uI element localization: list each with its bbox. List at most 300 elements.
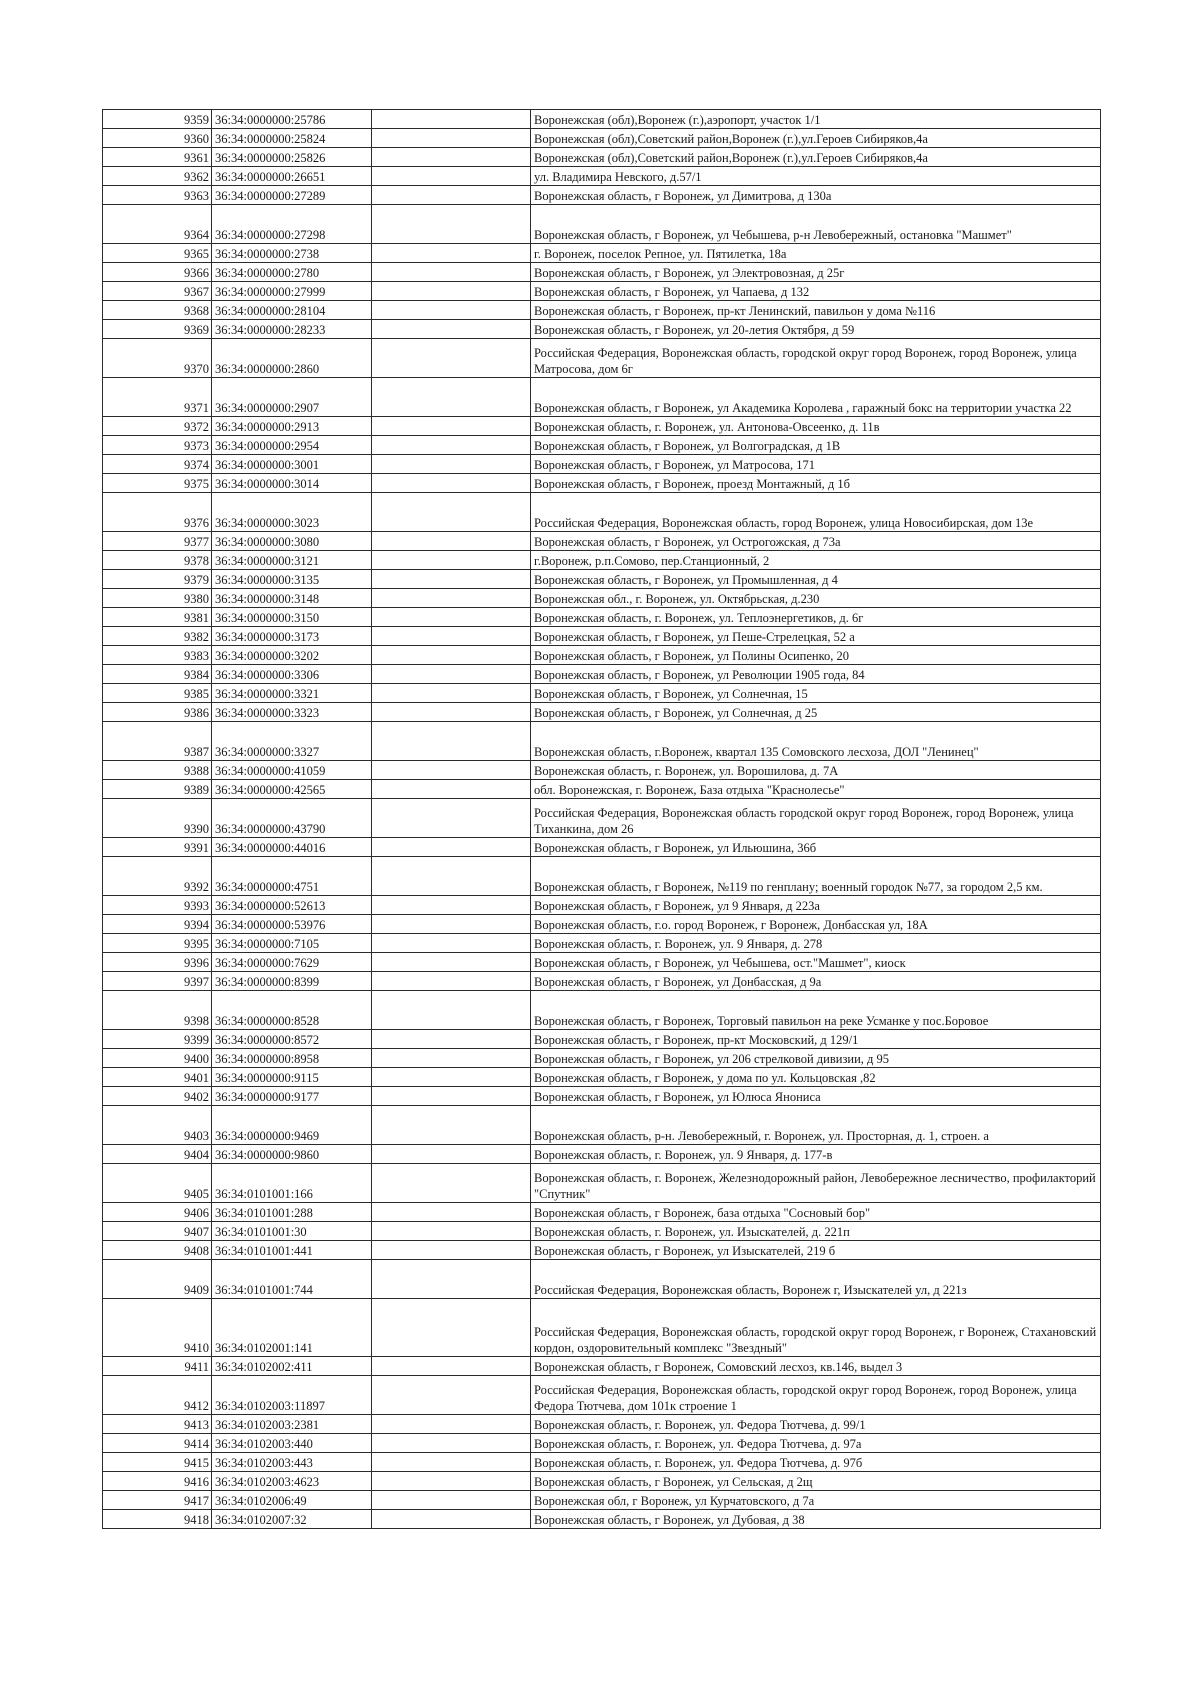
address-cell: Воронежская область, г Воронеж, ул Промышленная, д 4 bbox=[531, 570, 1101, 589]
row-number-cell: 9417 bbox=[103, 1491, 212, 1510]
table-row bbox=[103, 244, 1101, 263]
address-cell: Российская Федерация, Воронежская область, городской округ город Воронеж, город Воронеж, улица Матросова, дом 6г bbox=[531, 339, 1101, 378]
table-row bbox=[103, 1260, 1101, 1299]
table-row bbox=[103, 1068, 1101, 1087]
address-cell: Воронежская область, г. Воронеж, ул. Антонова-Овсеенко, д. 11в bbox=[531, 417, 1101, 436]
cadastral-number-cell: 36:34:0000000:3321 bbox=[212, 684, 372, 703]
table-row bbox=[103, 608, 1101, 627]
table-row bbox=[103, 703, 1101, 722]
empty-cell bbox=[372, 1510, 531, 1529]
cadastral-number-cell: 36:34:0000000:28233 bbox=[212, 320, 372, 339]
empty-cell bbox=[372, 244, 531, 263]
cadastral-number-cell: 36:34:0000000:25826 bbox=[212, 148, 372, 167]
address-cell: Российская Федерация, Воронежская область городской округ город Воронеж, город Воронеж, улица Тиханкина, дом 26 bbox=[531, 799, 1101, 838]
table-row bbox=[103, 417, 1101, 436]
cadastral-number-cell: 36:34:0000000:8528 bbox=[212, 991, 372, 1030]
address-cell: Российская Федерация, Воронежская область, городской округ город Воронеж, город Воронеж, улица Федора Тютчева, дом 101к строение 1 bbox=[531, 1376, 1101, 1415]
address-cell: г. Воронеж, поселок Репное, ул. Пятилетка, 18а bbox=[531, 244, 1101, 263]
table-row bbox=[103, 148, 1101, 167]
row-number-cell: 9410 bbox=[103, 1299, 212, 1357]
table-row bbox=[103, 934, 1101, 953]
cadastral-number-cell: 36:34:0000000:3323 bbox=[212, 703, 372, 722]
empty-cell bbox=[372, 301, 531, 320]
empty-cell bbox=[372, 532, 531, 551]
row-number-cell: 9368 bbox=[103, 301, 212, 320]
cadastral-number-cell: 36:34:0000000:44016 bbox=[212, 838, 372, 857]
empty-cell bbox=[372, 1241, 531, 1260]
address-cell: Воронежская область, г Воронеж, Сомовский лесхоз, кв.146, выдел 3 bbox=[531, 1357, 1101, 1376]
row-number-cell: 9413 bbox=[103, 1415, 212, 1434]
empty-cell bbox=[372, 589, 531, 608]
row-number-cell: 9382 bbox=[103, 627, 212, 646]
empty-cell bbox=[372, 378, 531, 417]
row-number-cell: 9404 bbox=[103, 1145, 212, 1164]
cadastral-number-cell: 36:34:0000000:2738 bbox=[212, 244, 372, 263]
table-row bbox=[103, 532, 1101, 551]
row-number-cell: 9362 bbox=[103, 167, 212, 186]
table-row bbox=[103, 722, 1101, 761]
empty-cell bbox=[372, 282, 531, 301]
address-cell: Воронежская область, г. Воронеж, ул. Федора Тютчева, д. 97а bbox=[531, 1434, 1101, 1453]
address-cell: ул. Владимира Невского, д.57/1 bbox=[531, 167, 1101, 186]
empty-cell bbox=[372, 1030, 531, 1049]
empty-cell bbox=[372, 722, 531, 761]
row-number-cell: 9386 bbox=[103, 703, 212, 722]
address-cell: Воронежская область, г Воронеж, №119 по генплану; военный городок №77, за городом 2,5 км. bbox=[531, 857, 1101, 896]
cadastral-number-cell: 36:34:0000000:25786 bbox=[212, 110, 372, 129]
empty-cell bbox=[372, 455, 531, 474]
cadastral-number-cell: 36:34:0000000:41059 bbox=[212, 761, 372, 780]
cadastral-number-cell: 36:34:0000000:52613 bbox=[212, 896, 372, 915]
cadastral-number-cell: 36:34:0000000:3014 bbox=[212, 474, 372, 493]
table-row bbox=[103, 665, 1101, 684]
empty-cell bbox=[372, 1491, 531, 1510]
cadastral-number-cell: 36:34:0000000:3023 bbox=[212, 493, 372, 532]
empty-cell bbox=[372, 320, 531, 339]
empty-cell bbox=[372, 436, 531, 455]
row-number-cell: 9391 bbox=[103, 838, 212, 857]
row-number-cell: 9395 bbox=[103, 934, 212, 953]
empty-cell bbox=[372, 1087, 531, 1106]
address-cell: Воронежская область, г Воронеж, ул Революции 1905 года, 84 bbox=[531, 665, 1101, 684]
address-cell: Воронежская область, г. Воронеж, ул. Ворошилова, д. 7А bbox=[531, 761, 1101, 780]
row-number-cell: 9394 bbox=[103, 915, 212, 934]
address-cell: Воронежская область, г Воронеж, ул Ильюшина, 36б bbox=[531, 838, 1101, 857]
empty-cell bbox=[372, 186, 531, 205]
table-row bbox=[103, 1030, 1101, 1049]
address-cell: Воронежская область, г Воронеж, ул 20-летия Октября, д 59 bbox=[531, 320, 1101, 339]
cadastral-number-cell: 36:34:0000000:27999 bbox=[212, 282, 372, 301]
empty-cell bbox=[372, 838, 531, 857]
cadastral-number-cell: 36:34:0000000:2954 bbox=[212, 436, 372, 455]
address-cell: Воронежская область, г Воронеж, пр-кт Ленинский, павильон у дома №116 bbox=[531, 301, 1101, 320]
empty-cell bbox=[372, 1376, 531, 1415]
cadastral-number-cell: 36:34:0101001:30 bbox=[212, 1222, 372, 1241]
table-row bbox=[103, 129, 1101, 148]
cadastral-number-cell: 36:34:0000000:3135 bbox=[212, 570, 372, 589]
table-row bbox=[103, 1415, 1101, 1434]
cadastral-number-cell: 36:34:0102003:440 bbox=[212, 1434, 372, 1453]
empty-cell bbox=[372, 608, 531, 627]
address-cell: Российская Федерация, Воронежская область, город Воронеж, улица Новосибирская, дом 13е bbox=[531, 493, 1101, 532]
row-number-cell: 9399 bbox=[103, 1030, 212, 1049]
address-cell: обл. Воронежская, г. Воронеж, База отдыха "Краснолесье" bbox=[531, 780, 1101, 799]
row-number-cell: 9375 bbox=[103, 474, 212, 493]
address-cell: Воронежская область, г Воронеж, ул Дубовая, д 38 bbox=[531, 1510, 1101, 1529]
empty-cell bbox=[372, 1472, 531, 1491]
row-number-cell: 9414 bbox=[103, 1434, 212, 1453]
empty-cell bbox=[372, 474, 531, 493]
table-row bbox=[103, 282, 1101, 301]
table-row bbox=[103, 570, 1101, 589]
row-number-cell: 9361 bbox=[103, 148, 212, 167]
table-row bbox=[103, 1434, 1101, 1453]
cadastral-number-cell: 36:34:0102007:32 bbox=[212, 1510, 372, 1529]
row-number-cell: 9370 bbox=[103, 339, 212, 378]
address-cell: Воронежская область, г Воронеж, Торговый павильон на реке Усманке у пос.Боровое bbox=[531, 991, 1101, 1030]
row-number-cell: 9360 bbox=[103, 129, 212, 148]
table-row bbox=[103, 646, 1101, 665]
row-number-cell: 9359 bbox=[103, 110, 212, 129]
row-number-cell: 9396 bbox=[103, 953, 212, 972]
table-row bbox=[103, 1222, 1101, 1241]
cadastral-number-cell: 36:34:0000000:4751 bbox=[212, 857, 372, 896]
cadastral-number-cell: 36:34:0000000:27289 bbox=[212, 186, 372, 205]
row-number-cell: 9388 bbox=[103, 761, 212, 780]
cadastral-number-cell: 36:34:0000000:3150 bbox=[212, 608, 372, 627]
address-cell: Воронежская (обл),Воронеж (г.),аэропорт, участок 1/1 bbox=[531, 110, 1101, 129]
row-number-cell: 9415 bbox=[103, 1453, 212, 1472]
cadastral-number-cell: 36:34:0000000:53976 bbox=[212, 915, 372, 934]
table-row bbox=[103, 1376, 1101, 1415]
row-number-cell: 9406 bbox=[103, 1203, 212, 1222]
empty-cell bbox=[372, 972, 531, 991]
empty-cell bbox=[372, 665, 531, 684]
address-cell: Воронежская область, г Воронеж, ул Сельская, д 2щ bbox=[531, 1472, 1101, 1491]
cadastral-number-cell: 36:34:0000000:2907 bbox=[212, 378, 372, 417]
row-number-cell: 9364 bbox=[103, 205, 212, 244]
row-number-cell: 9377 bbox=[103, 532, 212, 551]
address-cell: Воронежская область, г. Воронеж, ул. Федора Тютчева, д. 99/1 bbox=[531, 1415, 1101, 1434]
table-row bbox=[103, 799, 1101, 838]
table-row bbox=[103, 1241, 1101, 1260]
address-cell: Воронежская область, г Воронеж, ул Электровозная, д 25г bbox=[531, 263, 1101, 282]
empty-cell bbox=[372, 896, 531, 915]
empty-cell bbox=[372, 417, 531, 436]
empty-cell bbox=[372, 915, 531, 934]
row-number-cell: 9409 bbox=[103, 1260, 212, 1299]
address-cell: Воронежская область, г.Воронеж, квартал 135 Сомовского лесхоза, ДОЛ "Ленинец" bbox=[531, 722, 1101, 761]
address-cell: Воронежская область, р-н. Левобережный, г. Воронеж, ул. Просторная, д. 1, строен. а bbox=[531, 1106, 1101, 1145]
address-cell: Воронежская область, г. Воронеж, ул. Федора Тютчева, д. 97б bbox=[531, 1453, 1101, 1472]
empty-cell bbox=[372, 1260, 531, 1299]
empty-cell bbox=[372, 1453, 531, 1472]
cadastral-number-cell: 36:34:0000000:3173 bbox=[212, 627, 372, 646]
table-row bbox=[103, 780, 1101, 799]
address-cell: Воронежская область, г Воронеж, пр-кт Московский, д 129/1 bbox=[531, 1030, 1101, 1049]
cadastral-number-cell: 36:34:0000000:8572 bbox=[212, 1030, 372, 1049]
row-number-cell: 9416 bbox=[103, 1472, 212, 1491]
registry-table-body bbox=[103, 110, 1101, 1529]
empty-cell bbox=[372, 1203, 531, 1222]
row-number-cell: 9402 bbox=[103, 1087, 212, 1106]
empty-cell bbox=[372, 263, 531, 282]
row-number-cell: 9371 bbox=[103, 378, 212, 417]
row-number-cell: 9372 bbox=[103, 417, 212, 436]
table-row bbox=[103, 915, 1101, 934]
empty-cell bbox=[372, 1068, 531, 1087]
table-row bbox=[103, 838, 1101, 857]
address-cell: Российская Федерация, Воронежская область, Воронеж г, Изыскателей ул, д 221з bbox=[531, 1260, 1101, 1299]
address-cell: Воронежская область, г.о. город Воронеж, г Воронеж, Донбасская ул, 18А bbox=[531, 915, 1101, 934]
table-row bbox=[103, 761, 1101, 780]
cadastral-number-cell: 36:34:0000000:3001 bbox=[212, 455, 372, 474]
address-cell: Воронежская область, г. Воронеж, ул. Изыскателей, д. 221п bbox=[531, 1222, 1101, 1241]
address-cell: Воронежская (обл),Советский район,Воронеж (г.),ул.Героев Сибиряков,4а bbox=[531, 129, 1101, 148]
empty-cell bbox=[372, 1357, 531, 1376]
table-row bbox=[103, 301, 1101, 320]
address-cell: Воронежская область, г Воронеж, ул Солнечная, 15 bbox=[531, 684, 1101, 703]
table-row bbox=[103, 627, 1101, 646]
cadastral-number-cell: 36:34:0000000:9177 bbox=[212, 1087, 372, 1106]
empty-cell bbox=[372, 167, 531, 186]
cadastral-number-cell: 36:34:0000000:3080 bbox=[212, 532, 372, 551]
cadastral-number-cell: 36:34:0102006:49 bbox=[212, 1491, 372, 1510]
empty-cell bbox=[372, 857, 531, 896]
table-row bbox=[103, 1299, 1101, 1357]
table-row bbox=[103, 1106, 1101, 1145]
address-cell: Воронежская область, г Воронеж, ул Волгоградская, д 1В bbox=[531, 436, 1101, 455]
address-cell: Воронежская область, г Воронеж, база отдыха "Сосновый бор" bbox=[531, 1203, 1101, 1222]
empty-cell bbox=[372, 110, 531, 129]
address-cell: Воронежская область, г. Воронеж, ул. Теплоэнергетиков, д. 6г bbox=[531, 608, 1101, 627]
address-cell: Воронежская обл, г Воронеж, ул Курчатовского, д 7а bbox=[531, 1491, 1101, 1510]
address-cell: Воронежская область, г Воронеж, ул Солнечная, д 25 bbox=[531, 703, 1101, 722]
address-cell: Воронежская область, г Воронеж, ул Матросова, 171 bbox=[531, 455, 1101, 474]
table-row bbox=[103, 1145, 1101, 1164]
empty-cell bbox=[372, 339, 531, 378]
address-cell: Воронежская область, г Воронеж, ул 206 стрелковой дивизии, д 95 bbox=[531, 1049, 1101, 1068]
empty-cell bbox=[372, 703, 531, 722]
table-row bbox=[103, 436, 1101, 455]
table-row bbox=[103, 1453, 1101, 1472]
address-cell: Российская Федерация, Воронежская область, городской округ город Воронеж, г Воронеж, Стахановский кордон, оздоровительный комплекс "Звездный" bbox=[531, 1299, 1101, 1357]
row-number-cell: 9390 bbox=[103, 799, 212, 838]
address-cell: Воронежская область, г Воронеж, ул Острогожская, д 73а bbox=[531, 532, 1101, 551]
address-cell: Воронежская область, г. Воронеж, ул. 9 Января, д. 278 bbox=[531, 934, 1101, 953]
table-row bbox=[103, 1491, 1101, 1510]
cadastral-number-cell: 36:34:0000000:8399 bbox=[212, 972, 372, 991]
address-cell: Воронежская область, г Воронеж, ул Пеше-Стрелецкая, 52 а bbox=[531, 627, 1101, 646]
cadastral-number-cell: 36:34:0000000:2780 bbox=[212, 263, 372, 282]
row-number-cell: 9393 bbox=[103, 896, 212, 915]
table-row bbox=[103, 1087, 1101, 1106]
table-row bbox=[103, 378, 1101, 417]
row-number-cell: 9378 bbox=[103, 551, 212, 570]
row-number-cell: 9403 bbox=[103, 1106, 212, 1145]
empty-cell bbox=[372, 148, 531, 167]
row-number-cell: 9373 bbox=[103, 436, 212, 455]
address-cell: Воронежская область, г Воронеж, ул Полины Осипенко, 20 bbox=[531, 646, 1101, 665]
table-row bbox=[103, 1164, 1101, 1203]
cadastral-number-cell: 36:34:0000000:26651 bbox=[212, 167, 372, 186]
empty-cell bbox=[372, 1222, 531, 1241]
row-number-cell: 9392 bbox=[103, 857, 212, 896]
address-cell: Воронежская область, г Воронеж, ул Чебышева, ост."Машмет", киоск bbox=[531, 953, 1101, 972]
table-row bbox=[103, 339, 1101, 378]
cadastral-number-cell: 36:34:0000000:7629 bbox=[212, 953, 372, 972]
table-row bbox=[103, 991, 1101, 1030]
cadastral-number-cell: 36:34:0000000:28104 bbox=[212, 301, 372, 320]
table-row bbox=[103, 857, 1101, 896]
empty-cell bbox=[372, 570, 531, 589]
table-row bbox=[103, 205, 1101, 244]
cadastral-number-cell: 36:34:0000000:42565 bbox=[212, 780, 372, 799]
address-cell: Воронежская обл., г. Воронеж, ул. Октябрьская, д.230 bbox=[531, 589, 1101, 608]
address-cell: Воронежская область, г Воронеж, ул Изыскателей, 219 б bbox=[531, 1241, 1101, 1260]
address-cell: Воронежская область, г Воронеж, ул Академика Королева , гаражный бокс на территории участка 22 bbox=[531, 378, 1101, 417]
cadastral-number-cell: 36:34:0000000:3148 bbox=[212, 589, 372, 608]
address-cell: г.Воронеж, р.п.Сомово, пер.Станционный, 2 bbox=[531, 551, 1101, 570]
cadastral-number-cell: 36:34:0000000:2860 bbox=[212, 339, 372, 378]
cadastral-number-cell: 36:34:0102001:141 bbox=[212, 1299, 372, 1357]
empty-cell bbox=[372, 493, 531, 532]
empty-cell bbox=[372, 684, 531, 703]
table-row bbox=[103, 1049, 1101, 1068]
table-row bbox=[103, 1203, 1101, 1222]
cadastral-number-cell: 36:34:0102003:443 bbox=[212, 1453, 372, 1472]
table-row bbox=[103, 320, 1101, 339]
row-number-cell: 9374 bbox=[103, 455, 212, 474]
address-cell: Воронежская область, г Воронеж, ул Чебышева, р-н Левобережный, остановка "Машмет" bbox=[531, 205, 1101, 244]
empty-cell bbox=[372, 551, 531, 570]
document-page bbox=[102, 109, 1100, 1529]
empty-cell bbox=[372, 1434, 531, 1453]
cadastral-number-cell: 36:34:0102003:11897 bbox=[212, 1376, 372, 1415]
cadastral-number-cell: 36:34:0101001:166 bbox=[212, 1164, 372, 1203]
cadastral-number-cell: 36:34:0000000:8958 bbox=[212, 1049, 372, 1068]
cadastral-number-cell: 36:34:0000000:3327 bbox=[212, 722, 372, 761]
row-number-cell: 9363 bbox=[103, 186, 212, 205]
row-number-cell: 9369 bbox=[103, 320, 212, 339]
cadastral-number-cell: 36:34:0101001:441 bbox=[212, 1241, 372, 1260]
row-number-cell: 9380 bbox=[103, 589, 212, 608]
row-number-cell: 9418 bbox=[103, 1510, 212, 1529]
address-cell: Воронежская область, г Воронеж, ул Чапаева, д 132 bbox=[531, 282, 1101, 301]
cadastral-number-cell: 36:34:0101001:744 bbox=[212, 1260, 372, 1299]
row-number-cell: 9384 bbox=[103, 665, 212, 684]
row-number-cell: 9385 bbox=[103, 684, 212, 703]
cadastral-number-cell: 36:34:0000000:27298 bbox=[212, 205, 372, 244]
cadastral-number-cell: 36:34:0102002:411 bbox=[212, 1357, 372, 1376]
cadastral-number-cell: 36:34:0000000:43790 bbox=[212, 799, 372, 838]
empty-cell bbox=[372, 799, 531, 838]
table-row bbox=[103, 972, 1101, 991]
table-row bbox=[103, 167, 1101, 186]
address-cell: Воронежская область, г. Воронеж, ул. 9 Января, д. 177-в bbox=[531, 1145, 1101, 1164]
empty-cell bbox=[372, 646, 531, 665]
row-number-cell: 9401 bbox=[103, 1068, 212, 1087]
empty-cell bbox=[372, 761, 531, 780]
row-number-cell: 9381 bbox=[103, 608, 212, 627]
empty-cell bbox=[372, 205, 531, 244]
cadastral-number-cell: 36:34:0102003:2381 bbox=[212, 1415, 372, 1434]
empty-cell bbox=[372, 1164, 531, 1203]
address-cell: Воронежская область, г Воронеж, ул 9 Января, д 223а bbox=[531, 896, 1101, 915]
row-number-cell: 9367 bbox=[103, 282, 212, 301]
empty-cell bbox=[372, 1299, 531, 1357]
row-number-cell: 9379 bbox=[103, 570, 212, 589]
empty-cell bbox=[372, 1106, 531, 1145]
row-number-cell: 9408 bbox=[103, 1241, 212, 1260]
row-number-cell: 9405 bbox=[103, 1164, 212, 1203]
cadastral-number-cell: 36:34:0000000:3121 bbox=[212, 551, 372, 570]
table-row bbox=[103, 186, 1101, 205]
row-number-cell: 9398 bbox=[103, 991, 212, 1030]
row-number-cell: 9412 bbox=[103, 1376, 212, 1415]
property-registry-table bbox=[102, 109, 1101, 1529]
table-row bbox=[103, 263, 1101, 282]
cadastral-number-cell: 36:34:0000000:9115 bbox=[212, 1068, 372, 1087]
row-number-cell: 9366 bbox=[103, 263, 212, 282]
empty-cell bbox=[372, 1145, 531, 1164]
row-number-cell: 9411 bbox=[103, 1357, 212, 1376]
cadastral-number-cell: 36:34:0000000:2913 bbox=[212, 417, 372, 436]
table-row bbox=[103, 1510, 1101, 1529]
empty-cell bbox=[372, 953, 531, 972]
row-number-cell: 9387 bbox=[103, 722, 212, 761]
row-number-cell: 9400 bbox=[103, 1049, 212, 1068]
row-number-cell: 9383 bbox=[103, 646, 212, 665]
table-row bbox=[103, 953, 1101, 972]
table-row bbox=[103, 110, 1101, 129]
address-cell: Воронежская область, г Воронеж, ул Юлюса Янониса bbox=[531, 1087, 1101, 1106]
row-number-cell: 9389 bbox=[103, 780, 212, 799]
cadastral-number-cell: 36:34:0000000:7105 bbox=[212, 934, 372, 953]
table-row bbox=[103, 551, 1101, 570]
row-number-cell: 9376 bbox=[103, 493, 212, 532]
table-row bbox=[103, 1472, 1101, 1491]
empty-cell bbox=[372, 1049, 531, 1068]
row-number-cell: 9397 bbox=[103, 972, 212, 991]
cadastral-number-cell: 36:34:0000000:25824 bbox=[212, 129, 372, 148]
cadastral-number-cell: 36:34:0000000:3202 bbox=[212, 646, 372, 665]
address-cell: Воронежская область, г Воронеж, ул Донбасская, д 9а bbox=[531, 972, 1101, 991]
address-cell: Воронежская область, г Воронеж, проезд Монтажный, д 1б bbox=[531, 474, 1101, 493]
table-row bbox=[103, 474, 1101, 493]
table-row bbox=[103, 589, 1101, 608]
empty-cell bbox=[372, 780, 531, 799]
table-row bbox=[103, 455, 1101, 474]
address-cell: Воронежская область, г Воронеж, ул Димитрова, д 130а bbox=[531, 186, 1101, 205]
cadastral-number-cell: 36:34:0000000:9469 bbox=[212, 1106, 372, 1145]
empty-cell bbox=[372, 934, 531, 953]
empty-cell bbox=[372, 129, 531, 148]
cadastral-number-cell: 36:34:0101001:288 bbox=[212, 1203, 372, 1222]
table-row bbox=[103, 493, 1101, 532]
address-cell: Воронежская область, г Воронеж, у дома по ул. Кольцовская ,82 bbox=[531, 1068, 1101, 1087]
table-row bbox=[103, 1357, 1101, 1376]
table-row bbox=[103, 896, 1101, 915]
address-cell: Воронежская (обл),Советский район,Воронеж (г.),ул.Героев Сибиряков,4а bbox=[531, 148, 1101, 167]
empty-cell bbox=[372, 991, 531, 1030]
cadastral-number-cell: 36:34:0000000:9860 bbox=[212, 1145, 372, 1164]
row-number-cell: 9407 bbox=[103, 1222, 212, 1241]
cadastral-number-cell: 36:34:0000000:3306 bbox=[212, 665, 372, 684]
empty-cell bbox=[372, 627, 531, 646]
table-row bbox=[103, 684, 1101, 703]
row-number-cell: 9365 bbox=[103, 244, 212, 263]
